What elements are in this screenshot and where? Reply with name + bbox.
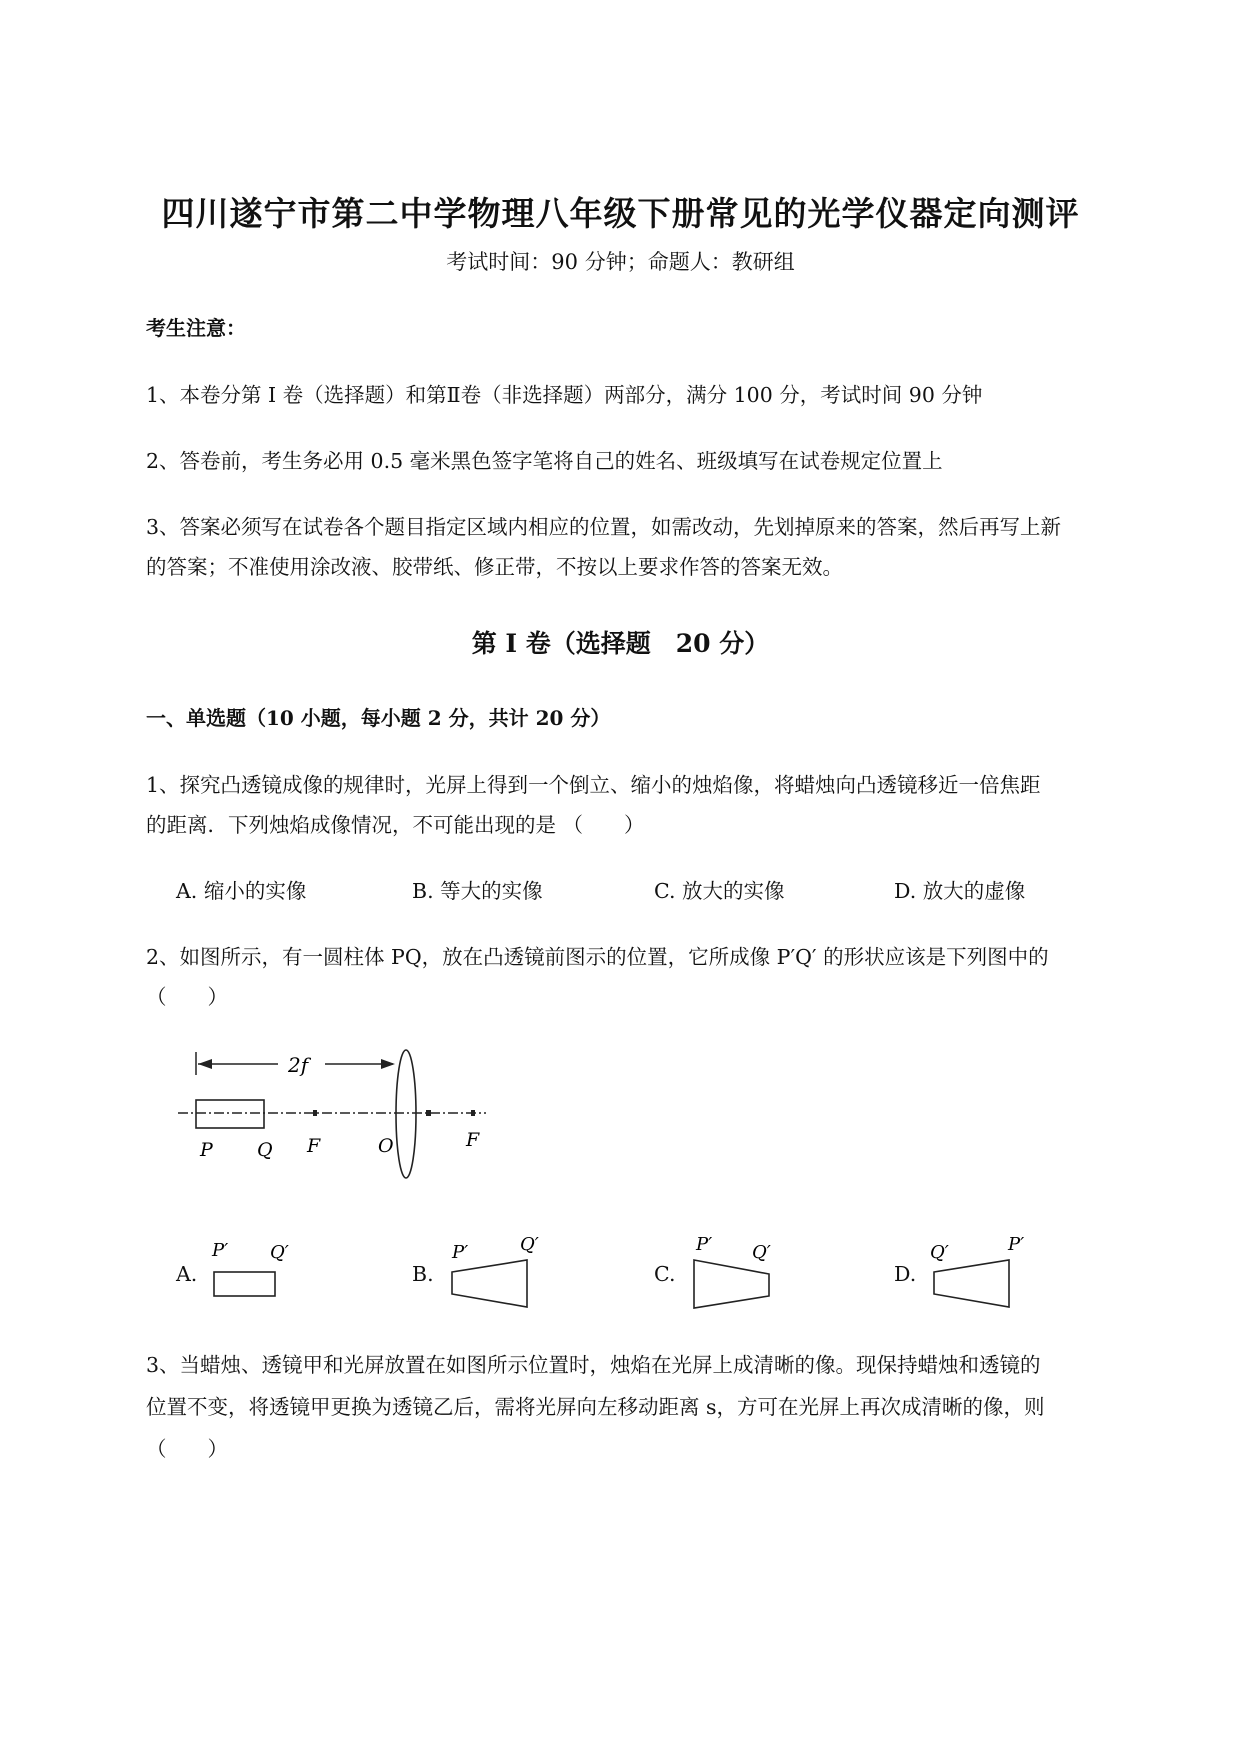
label-f-right: F xyxy=(466,1129,480,1151)
dist-label: 2f xyxy=(288,1053,309,1077)
label-f-left: F xyxy=(307,1135,321,1157)
cylinder-pq xyxy=(196,1100,264,1128)
notice-item: 2、答卷前，考生务必用 0.5 毫米黑色签字笔将自己的姓名、班级填写在试卷规定位置上 xyxy=(146,449,943,473)
question-2-line: 2、如图所示，有一圆柱体 PQ，放在凸透镜前图示的位置，它所成像 P′Q′ 的形状应该是下列图中的 xyxy=(146,945,1049,969)
notice-item: 3、答案必须写在试卷各个题目指定区域内相应的位置，如需改动，先划掉原来的答案，然后再写上新 xyxy=(146,515,1062,539)
label-p-prime: P′ xyxy=(212,1240,229,1261)
q2-option-a-letter: A. xyxy=(176,1262,198,1286)
question-1-line: 1、探究凸透镜成像的规律时，光屏上得到一个倒立、缩小的烛焰像，将蜡烛向凸透镜移近一倍焦距 xyxy=(146,773,1041,797)
part-heading: 一、单选题（10 小题，每小题 2 分，共计 20 分） xyxy=(146,706,611,730)
q2-option-c-figure xyxy=(682,1234,802,1314)
q2-option-b-letter: B. xyxy=(412,1262,434,1286)
q2-option-d-figure xyxy=(922,1234,1042,1314)
question-3-line: 位置不变，将透镜甲更换为透镜乙后，需将光屏向左移动距离 s，方可在光屏上再次成清晰的像，则 xyxy=(146,1395,1045,1419)
q1-option-d: D. 放大的虚像 xyxy=(894,879,1026,903)
question-2-line: （ ） xyxy=(146,985,228,1009)
label-p-prime: P′ xyxy=(696,1234,713,1255)
image-shape xyxy=(214,1272,275,1296)
optical-center xyxy=(426,1110,431,1116)
label-p-prime: P′ xyxy=(1008,1234,1025,1255)
label-q-prime: Q′ xyxy=(270,1242,289,1263)
q2-option-d-letter: D. xyxy=(894,1262,917,1286)
q1-option-a: A. 缩小的实像 xyxy=(176,879,307,903)
arrowhead-left xyxy=(198,1059,212,1069)
q1-option-c: C. 放大的实像 xyxy=(654,879,785,903)
arrowhead-right xyxy=(381,1059,395,1069)
q1-option-b: B. 等大的实像 xyxy=(412,879,543,903)
lens-diagram xyxy=(170,1040,500,1180)
label-p: P xyxy=(200,1139,213,1161)
question-3-line: （ ） xyxy=(146,1437,228,1461)
q2-option-c-letter: C. xyxy=(654,1262,676,1286)
q2-option-a-figure xyxy=(200,1236,320,1306)
focal-point-right xyxy=(471,1110,475,1116)
image-shape xyxy=(694,1260,769,1308)
section-title: 第 I 卷（选择题 20 分） xyxy=(471,629,770,658)
label-q-prime: Q′ xyxy=(930,1242,949,1263)
label-q-prime: Q′ xyxy=(520,1234,539,1255)
label-p-prime: P′ xyxy=(452,1242,469,1263)
convex-lens xyxy=(396,1050,416,1178)
question-1-line: 的距离．下列烛焰成像情况，不可能出现的是 （ ） xyxy=(146,813,645,837)
notice-heading: 考生注意： xyxy=(146,316,246,340)
label-q-prime: Q′ xyxy=(752,1242,771,1263)
notice-item: 1、本卷分第 I 卷（选择题）和第Ⅱ卷（非选择题）两部分，满分 100 分，考试时间 90 分钟 xyxy=(146,383,983,407)
q2-option-b-figure xyxy=(440,1234,560,1314)
exam-info: 考试时间：90 分钟；命题人：教研组 xyxy=(446,250,795,274)
image-shape xyxy=(452,1260,527,1307)
label-q: Q xyxy=(257,1139,273,1161)
focal-point-left xyxy=(313,1110,317,1116)
question-3-line: 3、当蜡烛、透镜甲和光屏放置在如图所示位置时，烛焰在光屏上成清晰的像。现保持蜡烛和透镜的 xyxy=(146,1353,1041,1377)
label-o: O xyxy=(378,1135,394,1157)
notice-item: 的答案；不准使用涂改液、胶带纸、修正带，不按以上要求作答的答案无效。 xyxy=(146,555,843,579)
page-title: 四川遂宁市第二中学物理八年级下册常见的光学仪器定向测评 xyxy=(161,194,1080,233)
image-shape xyxy=(934,1260,1009,1307)
